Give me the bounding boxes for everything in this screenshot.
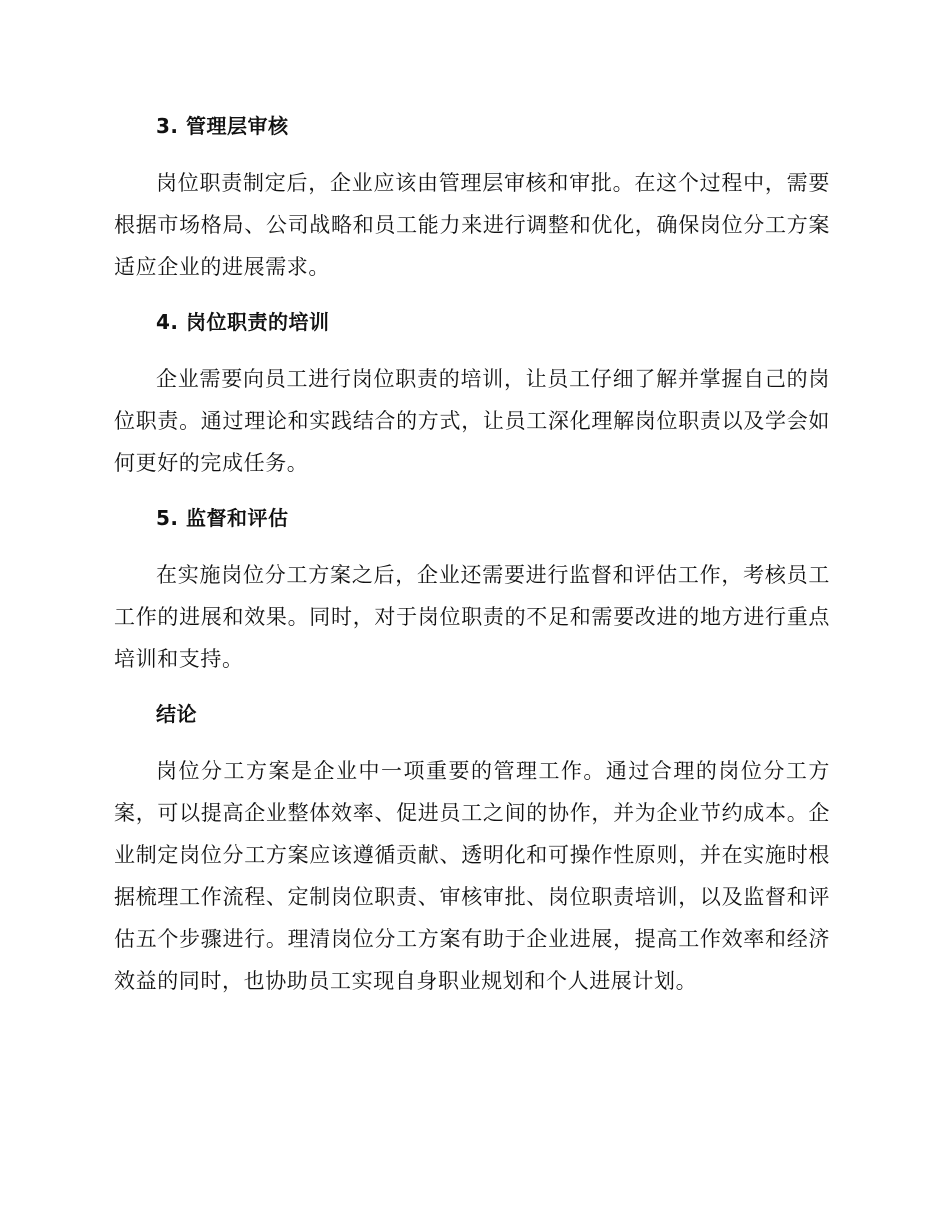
document-content — [114, 106, 830, 1016]
section-heading-review: 3. 管理层审核 — [156, 114, 289, 138]
section-body-training: 企业需要向员工进行岗位职责的培训，让员工仔细了解并掌握自己的岗位职责。通过理论和实践结合的方式，让员工深化理解岗位职责以及学会如何更好的完成任务。 — [114, 367, 830, 475]
section-body-conclusion: 岗位分工方案是企业中一项重要的管理工作。通过合理的岗位分工方案，可以提高企业整体效率、促进员工之间的协作，并为企业节约成本。企业制定岗位分工方案应该遵循贡献、透明化和可操作性原则，并在实施时根据梳理工作流程、定制岗位职责、审核审批、岗位职责培训，以及监督和评估五个步骤进行。理清岗位分工方案有助于企业进展，提高工作效率和经济效益的同时，也协助员工实现自身职业规划和个人进展计划。 — [114, 759, 830, 993]
section-heading-conclusion: 结论 — [156, 702, 197, 726]
section-heading-supervision: 5. 监督和评估 — [156, 506, 289, 530]
section-body-supervision: 在实施岗位分工方案之后，企业还需要进行监督和评估工作，考核员工工作的进展和效果。同时，对于岗位职责的不足和需要改进的地方进行重点培训和支持。 — [114, 563, 830, 671]
section-heading-training: 4. 岗位职责的培训 — [156, 310, 330, 334]
section-body-review: 岗位职责制定后，企业应该由管理层审核和审批。在这个过程中，需要根据市场格局、公司战略和员工能力来进行调整和优化，确保岗位分工方案适应企业的进展需求。 — [114, 171, 830, 279]
